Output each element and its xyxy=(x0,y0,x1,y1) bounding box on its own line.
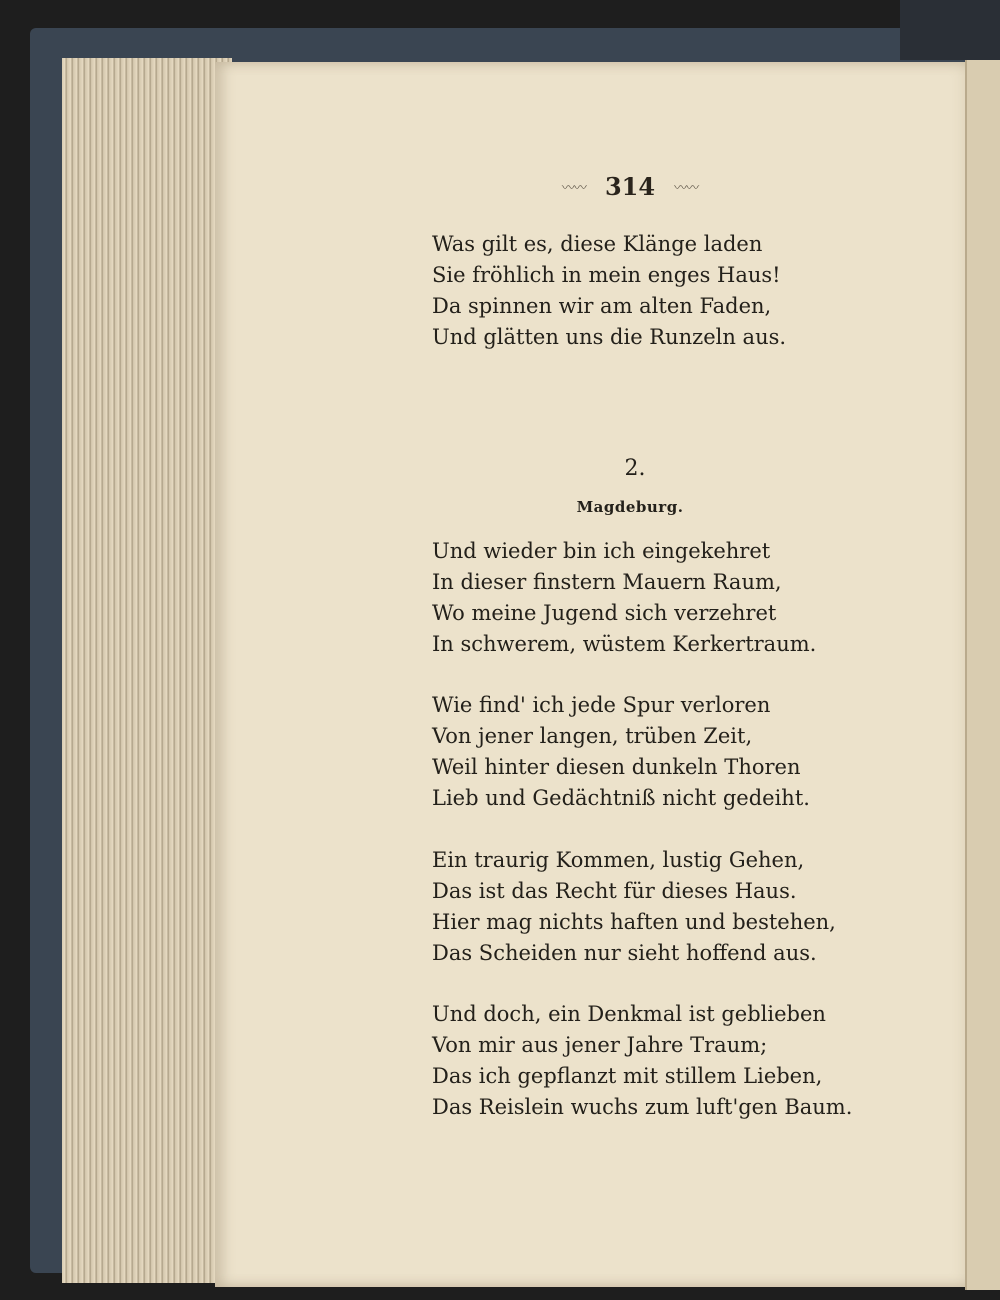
section-number: 2. xyxy=(624,456,646,481)
verse-line: Und wieder bin ich eingekehret xyxy=(432,539,771,563)
verse-line: In schwerem, wüstem Kerkertraum. xyxy=(432,632,817,656)
section-title: Magdeburg. xyxy=(576,498,684,516)
stanza-3 xyxy=(432,845,836,969)
facing-page-edge xyxy=(965,60,1000,1290)
verse-line: Sie fröhlich in mein enges Haus! xyxy=(432,263,781,287)
verse-line: Hier mag nichts haften und bestehen, xyxy=(432,910,836,934)
verse-line: Wo meine Jugend sich verzehret xyxy=(432,601,777,625)
stanza-1 xyxy=(432,536,816,660)
verse-line: Und glätten uns die Runzeln aus. xyxy=(432,325,787,349)
verse-line: Und doch, ein Denkmal ist geblieben xyxy=(432,1002,826,1026)
stanza-2 xyxy=(432,690,810,814)
verse-line: Das Scheiden nur sieht hoffend aus. xyxy=(432,941,817,965)
verse-line: Von mir aus jener Jahre Traum; xyxy=(432,1033,768,1057)
header-ornament-right: 〰〰 xyxy=(674,181,699,196)
verse-line: Lieb und Gedächtniß nicht gedeiht. xyxy=(432,786,810,810)
verse-line: Wie find' ich jede Spur verloren xyxy=(432,693,771,717)
page-header xyxy=(540,172,720,202)
verse-line: Das ich gepflanzt mit stillem Lieben, xyxy=(432,1064,823,1088)
book-cover-corner xyxy=(900,0,1000,60)
verse-line: Da spinnen wir am alten Faden, xyxy=(432,294,772,318)
verse-line: In dieser finstern Mauern Raum, xyxy=(432,570,782,594)
stanza-intro xyxy=(432,229,786,353)
stanza-4 xyxy=(432,999,852,1123)
verse-line: Weil hinter diesen dunkeln Thoren xyxy=(432,755,801,779)
verse-line: Von jener langen, trüben Zeit, xyxy=(432,724,753,748)
verse-line: Das Reislein wuchs zum luft'gen Baum. xyxy=(432,1095,853,1119)
page-number: 314 xyxy=(604,172,656,201)
page-stack-edges xyxy=(62,58,232,1283)
verse-line: Ein traurig Kommen, lustig Gehen, xyxy=(432,848,805,872)
verse-line: Das ist das Recht für dieses Haus. xyxy=(432,879,797,903)
header-ornament-left: 〰〰 xyxy=(561,181,586,196)
verse-line: Was gilt es, diese Klänge laden xyxy=(432,232,763,256)
